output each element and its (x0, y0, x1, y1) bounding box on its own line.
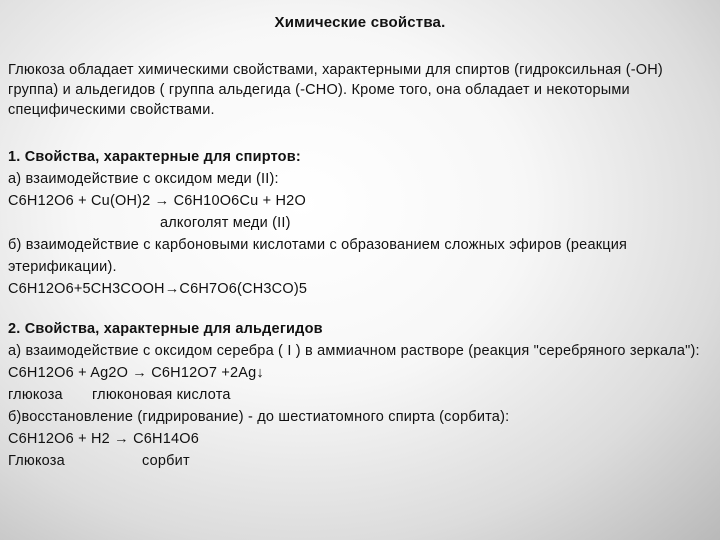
section2-equation-a: C6H12O6 + Ag2O → C6H12O7 +2Ag↓ (8, 365, 264, 381)
section-aldehyde-properties (8, 318, 713, 472)
intro-paragraph: Глюкоза обладает химическими свойствами, характерными для спиртов (гидроксильная (-ОН) группа) и альдегидов ( группа альдегида (-СНО). Кроме того, она обладает и некоторыми специфическими свойствами. (8, 62, 663, 118)
section2-item-a: а) взаимодействие с оксидом серебра ( I ) в аммиачном растворе (реакция "серебряного зеркала"): (8, 343, 700, 359)
section1-equation-b: C6H12O6+5CH3COOH→C6H7O6(CH3CO)5 (8, 281, 308, 297)
section2-heading: 2. Свойства, характерные для альдегидов (8, 321, 323, 337)
section1-item-a: а) взаимодействие с оксидом меди (II): (8, 171, 279, 187)
section2-equation-b-labels (8, 450, 713, 472)
label-sorbitol: сорбит (142, 453, 190, 469)
section-alcohol-properties (8, 146, 713, 300)
section1-equation-a: C6H12O6 + Cu(OH)2 → C6H10O6Cu + H2O (8, 193, 306, 209)
label-glucose: глюкоза (8, 387, 63, 403)
label-glucose-2: Глюкоза (8, 453, 65, 469)
section1-equation-a-label: алкоголят меди (II) (160, 215, 291, 231)
section2-equation-b: C6H12O6 + H2 → C6H14O6 (8, 431, 199, 447)
section1-item-b: б) взаимодействие с карбоновыми кислотами с образованием сложных эфиров (реакция этерификации). (8, 237, 628, 275)
section2-item-b: б)восстановление (гидрирование) - до шестиатомного спирта (сорбита): (8, 409, 510, 425)
label-gluconic-acid: глюконовая кислота (92, 387, 231, 403)
section1-heading: 1. Свойства, характерные для спиртов: (8, 149, 301, 165)
section2-equation-a-labels (8, 384, 713, 406)
slide-title: Химические свойства. (274, 14, 446, 31)
